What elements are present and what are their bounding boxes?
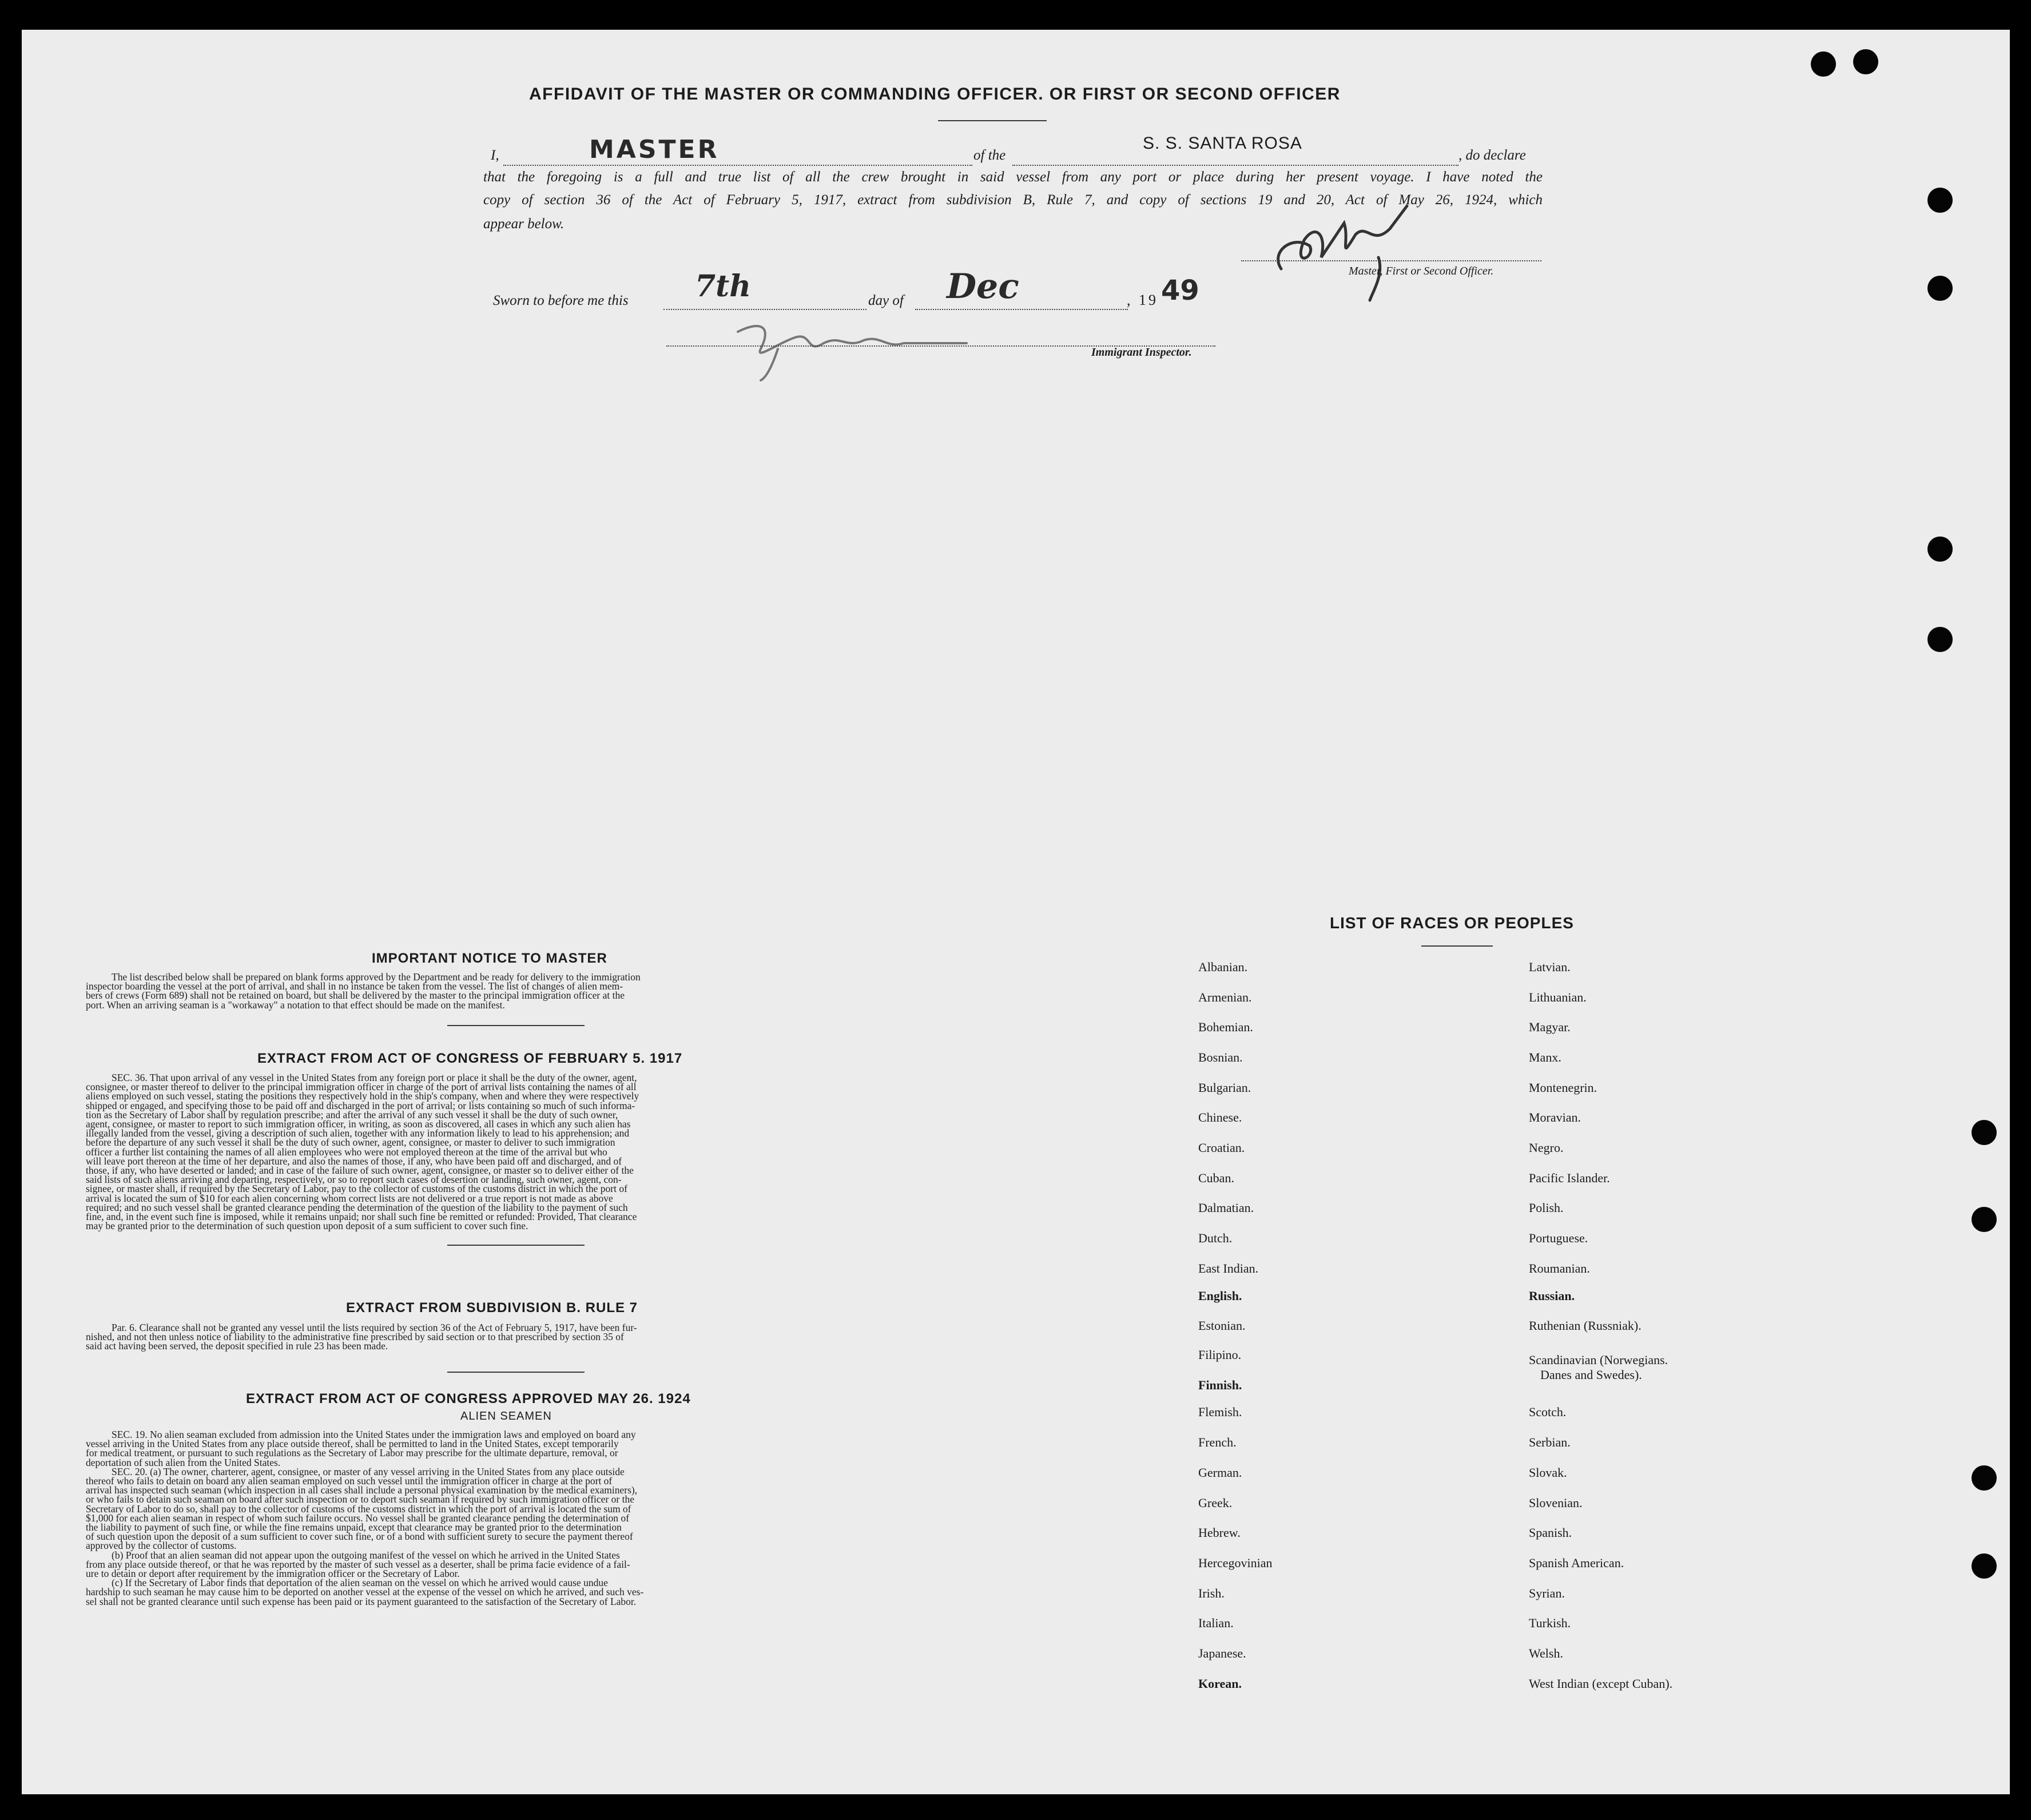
punch-hole — [1972, 1465, 1997, 1491]
declaration-line-1: that the foregoing is a full and true list of all the crew brought in said vessel from any port or place during her present voyage. I have noted the — [483, 169, 1543, 185]
race-item: Dalmatian. — [1198, 1201, 1254, 1215]
extract-1917-line: those, if any, who have deserted or landed; and in case of the failure of such owner, agent, consignee, or master so to deliver either of the — [86, 1165, 634, 1177]
extract-1924-text — [86, 1430, 947, 1606]
race-item: Roumanian. — [1529, 1261, 1590, 1275]
extract-1917-line: will leave port thereon at the time of her departure, and also the names of those, if any, who have been paid off and discharged, and of — [86, 1155, 622, 1167]
race-item: Hercegovinian — [1198, 1556, 1273, 1570]
extract-1924-line: Secretary of Labor to do so, shall pay to the collector of customs of the customs district in which the port of arrival is located the sum of — [86, 1503, 631, 1515]
race-item: Manx. — [1529, 1050, 1561, 1064]
declaration-line-2: copy of section 36 of the Act of February 5, 1917, extract from subdivision B, Rule 7, and copy of sections 19 and 20, Act of May 26, 1924, which — [483, 192, 1543, 208]
race-item: Syrian. — [1529, 1586, 1565, 1600]
extract-1924-line: ure to detain or deport after requirement by the immigration officer or the Secretary of Labor. — [86, 1568, 460, 1580]
title-divider — [938, 120, 1047, 121]
race-item: Montenegrin. — [1529, 1080, 1597, 1095]
extract-1917-line: aliens employed on such vessel, stating the positions they respectively hold in the ship's company, when and where they were respectively — [86, 1090, 639, 1102]
race-item: Flemish. — [1198, 1405, 1242, 1419]
extract-1917-line: said lists of such aliens arriving and departing, respectively, or so to report such cases of desertion or landing, such owner, agent, con- — [86, 1174, 622, 1186]
race-item: Albanian. — [1198, 960, 1248, 974]
race-item: Estonian. — [1198, 1318, 1246, 1333]
extract-1924-line: thereof who fails to detain on board any alien seaman employed on such vessel until the immigration officer in charge at the port of — [86, 1475, 613, 1487]
extract-1917-line: consignee, or master thereof to deliver to the principal immigration officer in charge of the port of arrival lists containing the names of all — [86, 1081, 637, 1093]
race-item: Russian. — [1529, 1289, 1575, 1303]
punch-hole — [1927, 188, 1953, 213]
inspector-caption: Immigrant Inspector. — [1091, 346, 1192, 359]
extract-rule7-text — [86, 1323, 944, 1351]
extract-1924-line: SEC. 20. (a) The owner, charterer, agent, consignee, or master of any vessel arriving in the United States from any place outside — [112, 1465, 625, 1477]
punch-hole — [1811, 51, 1836, 77]
race-item: Chinese. — [1198, 1110, 1242, 1124]
notice-line: bers of crews (Form 689) shall not be retained on board, but shall be delivered by the master to the principal immigration officer at the — [86, 990, 625, 1002]
extract-1917-line: agent, consignee, or master to report to such immigration officer, in writing, as soon as discovered, all cases in which any such alien has — [86, 1118, 631, 1130]
section-divider — [447, 1245, 585, 1246]
extract-1917-line: required; and no such vessel shall be granted clearance pending the determination of the question of the liability to the payment of such — [86, 1201, 628, 1213]
sworn-month: Dec — [947, 267, 1019, 307]
extract-1924-line: (c) If the Secretary of Labor finds that deportation of the alien seaman on the vessel on which he arrived would cause undue — [112, 1577, 608, 1589]
extract-rule7-line: said act having been served, the deposit specified in rule 23 has been made. — [86, 1340, 388, 1352]
section-divider — [447, 1025, 585, 1026]
master-signature-line — [1241, 260, 1541, 261]
extract-1924-line: hardship to such seaman he may cause him to be deported on another vessel at the expense of the vessel on which he arrived, and such ves- — [86, 1586, 644, 1598]
race-item: Ruthenian (Russniak). — [1529, 1318, 1642, 1333]
extract-1924-line: for medical treatment, or pursuant to such regulations as the Secretary of Labor may prescribe for the ultimate departure, removal, or — [86, 1447, 618, 1459]
race-item: Turkish. — [1529, 1616, 1571, 1630]
extract-1924-line: SEC. 19. No alien seaman excluded from admission into the United States under the immigration laws and employed on board any — [112, 1429, 636, 1440]
notice-title: IMPORTANT NOTICE TO MASTER — [372, 951, 607, 966]
race-item: Greek. — [1198, 1496, 1233, 1510]
punch-hole — [1972, 1207, 1997, 1232]
officer-handwritten: MASTER — [589, 135, 720, 164]
race-item: Bohemian. — [1198, 1020, 1253, 1034]
extract-1917-line: illegally landed from the vessel, giving a description of such alien, together with any information likely to lead to his apprehension; and — [86, 1127, 630, 1139]
race-item: Korean. — [1198, 1676, 1242, 1691]
race-item: Italian. — [1198, 1616, 1234, 1630]
punch-hole — [1927, 276, 1953, 301]
race-item: Armenian. — [1198, 990, 1252, 1004]
extract-1917-text — [86, 1073, 944, 1230]
race-item: Pacific Islander. — [1529, 1171, 1610, 1185]
race-item: Moravian. — [1529, 1110, 1581, 1124]
extract-1924-line: of such question upon the deposit of a sum sufficient to cover such fine, or of a bond with sufficient surety to secure the payment thereof — [86, 1531, 633, 1543]
extract-1917-line: arrival is located the sum of $10 for each alien concerning whom correct lists are not delivered or a true report is not made as above — [86, 1192, 613, 1204]
extract-1917-line: fine, and, in the event such fine is imposed, while it remains unpaid; nor shall such fine be remitted or refunded: Provided, That clearance — [86, 1211, 637, 1223]
race-item: French. — [1198, 1435, 1237, 1449]
section-divider — [447, 1372, 585, 1373]
do-declare: , do declare — [1458, 148, 1526, 163]
race-item: Croatian. — [1198, 1141, 1245, 1155]
race-item: Polish. — [1529, 1201, 1564, 1215]
extract-1924-subtitle: ALIEN SEAMEN — [460, 1410, 552, 1422]
race-item: Slovenian. — [1529, 1496, 1583, 1510]
extract-rule7-line: nished, and not then unless notice of liability to the administrative fine prescribed by said section or to that prescribed by section 35 of — [86, 1331, 624, 1343]
notice-text — [86, 972, 944, 1010]
race-item: Scotch. — [1529, 1405, 1567, 1419]
race-item: Spanish American. — [1529, 1556, 1624, 1570]
master-signature — [1258, 200, 1430, 303]
races-divider — [1421, 945, 1493, 947]
day-of-label: day of — [868, 293, 904, 308]
extract-1924-line: arrival has inspected such seaman (which inspection in all cases shall include a personal physical examination by the medical examiners), — [86, 1484, 638, 1496]
punch-hole — [1972, 1120, 1997, 1145]
punch-hole — [1927, 627, 1953, 652]
race-item: Lithuanian. — [1529, 990, 1587, 1004]
punch-hole — [1972, 1553, 1997, 1579]
extract-1924-line: sel shall not be granted clearance until such expense has been paid or its payment guaranteed to the satisfaction of the Secretary of Labor. — [86, 1595, 637, 1607]
master-signature-caption: Master, First or Second Officer. — [1349, 265, 1494, 277]
race-item: Dutch. — [1198, 1231, 1233, 1245]
extract-1917-line: shipped or engaged, and specifying those to be paid off and discharged in the port of arrival; or lists containing so much of such informa- — [86, 1099, 635, 1111]
race-item: Welsh. — [1529, 1646, 1563, 1660]
extract-1917-line: may be granted prior to the determination of such question upon deposit of a sum sufficient to cover such fine. — [86, 1220, 528, 1232]
sworn-label: Sworn to before me this — [493, 293, 629, 308]
race-item: Japanese. — [1198, 1646, 1246, 1660]
vessel-line — [1012, 165, 1458, 166]
race-item: English. — [1198, 1289, 1242, 1303]
race-item: Filipino. — [1198, 1348, 1242, 1362]
race-item: Spanish. — [1529, 1525, 1572, 1540]
extract-1924-line: (b) Proof that an alien seaman did not appear upon the outgoing manifest of the vessel on which he arrived in the United States — [112, 1549, 620, 1561]
race-item: East Indian. — [1198, 1261, 1259, 1275]
i-label: I, — [491, 148, 499, 163]
race-item: Bulgarian. — [1198, 1080, 1251, 1095]
race-item: Irish. — [1198, 1586, 1225, 1600]
extract-1917-line: officer a further list containing the names of all alien employees who were not employed thereon at the time of the arrival but who — [86, 1146, 607, 1158]
extract-1924-title: EXTRACT FROM ACT OF CONGRESS APPROVED MAY 26. 1924 — [246, 1391, 691, 1406]
extract-1917-line: before the departure of any such vessel it shall be the duty of such owner, agent, consignee, or master to deliver to such immigration — [86, 1136, 615, 1149]
race-item: Finnish. — [1198, 1378, 1242, 1392]
extract-1924-line: the liability to payment of such fine, or while the fine remains unpaid, except that clearance may be granted prior to the determination — [86, 1521, 622, 1533]
race-item: Danes and Swedes). — [1540, 1368, 1642, 1382]
race-item: Cuban. — [1198, 1171, 1234, 1185]
race-item: Bosnian. — [1198, 1050, 1243, 1064]
race-item: Latvian. — [1529, 960, 1571, 974]
races-title: LIST OF RACES OR PEOPLES — [1330, 914, 1574, 932]
extract-1924-line: or who fails to detain such seaman on board after such inspection or to deport such seaman if required by such immigration officer or the — [86, 1493, 634, 1505]
race-item: Negro. — [1529, 1141, 1564, 1155]
extract-1917-line: signee, or master shall, if required by the Secretary of Labor, pay to the collector of customs of the customs district in which the port of — [86, 1183, 627, 1195]
race-item: Serbian. — [1529, 1435, 1571, 1449]
punch-hole — [1927, 537, 1953, 562]
race-item: Magyar. — [1529, 1020, 1571, 1034]
year-prefix: , 19 — [1127, 292, 1158, 308]
vessel-stamped: S. S. SANTA ROSA — [1143, 134, 1302, 153]
extract-1924-line: $1,000 for each alien seaman in respect of whom such failure occurs. No vessel shall be granted clearance pending the determination of — [86, 1512, 629, 1524]
sworn-day: 7th — [695, 269, 752, 304]
extract-rule7-title: EXTRACT FROM SUBDIVISION B. RULE 7 — [346, 1300, 638, 1316]
race-item: Hebrew. — [1198, 1525, 1241, 1540]
race-item: Portuguese. — [1529, 1231, 1588, 1245]
race-item: Scandinavian (Norwegians. — [1529, 1353, 1668, 1367]
race-item: German. — [1198, 1465, 1242, 1480]
extract-1917-title: EXTRACT FROM ACT OF CONGRESS OF FEBRUARY 5. 1917 — [257, 1051, 683, 1066]
of-the-label: of the — [973, 148, 1006, 163]
notice-line: inspector boarding the vessel at the port of arrival, and shall in no instance be taken from the vessel. The list of changes of alien mem- — [86, 980, 623, 992]
race-item: West Indian (except Cuban). — [1529, 1676, 1673, 1691]
extract-rule7-line: Par. 6. Clearance shall not be granted any vessel until the lists required by section 36 of the Act of February 5, 1917, have been fur- — [112, 1322, 637, 1333]
officer-line — [503, 165, 972, 166]
extract-1917-line: tion as the Secretary of Labor shall by regulation prescribe; and after the arrival of any such vessel it shall be the duty of such owner, — [86, 1108, 618, 1120]
extract-1924-line: deportation of such alien from the United States. — [86, 1456, 281, 1468]
year-suffix: 49 — [1161, 275, 1199, 307]
punch-hole — [1853, 49, 1878, 74]
race-item: Slovak. — [1529, 1465, 1567, 1480]
extract-1924-line: from any place outside thereof, or that he was reported by the master of such vessel as a deserter, shall be prima facie evidence of a fail- — [86, 1558, 630, 1570]
extract-1924-line: approved by the collector of customs. — [86, 1540, 237, 1552]
affidavit-title: AFFIDAVIT OF THE MASTER OR COMMANDING OFFICER. OR FIRST OR SECOND OFFICER — [529, 85, 1341, 104]
extract-1924-line: vessel arriving in the United States from any place outside thereof, shall be permitted to land in the United States, except temporarily — [86, 1438, 619, 1450]
declaration-line-3: appear below. — [483, 216, 565, 232]
extract-1917-line: SEC. 36. That upon arrival of any vessel in the United States from any foreign port or place it shall be the duty of the owner, agent, — [112, 1072, 637, 1083]
notice-line: The list described below shall be prepared on blank forms approved by the Department and be ready for delivery to the immigration — [112, 971, 641, 983]
notice-line: port. When an arriving seaman is a "workaway" a notation to that effect should be made on the manifest. — [86, 999, 505, 1011]
